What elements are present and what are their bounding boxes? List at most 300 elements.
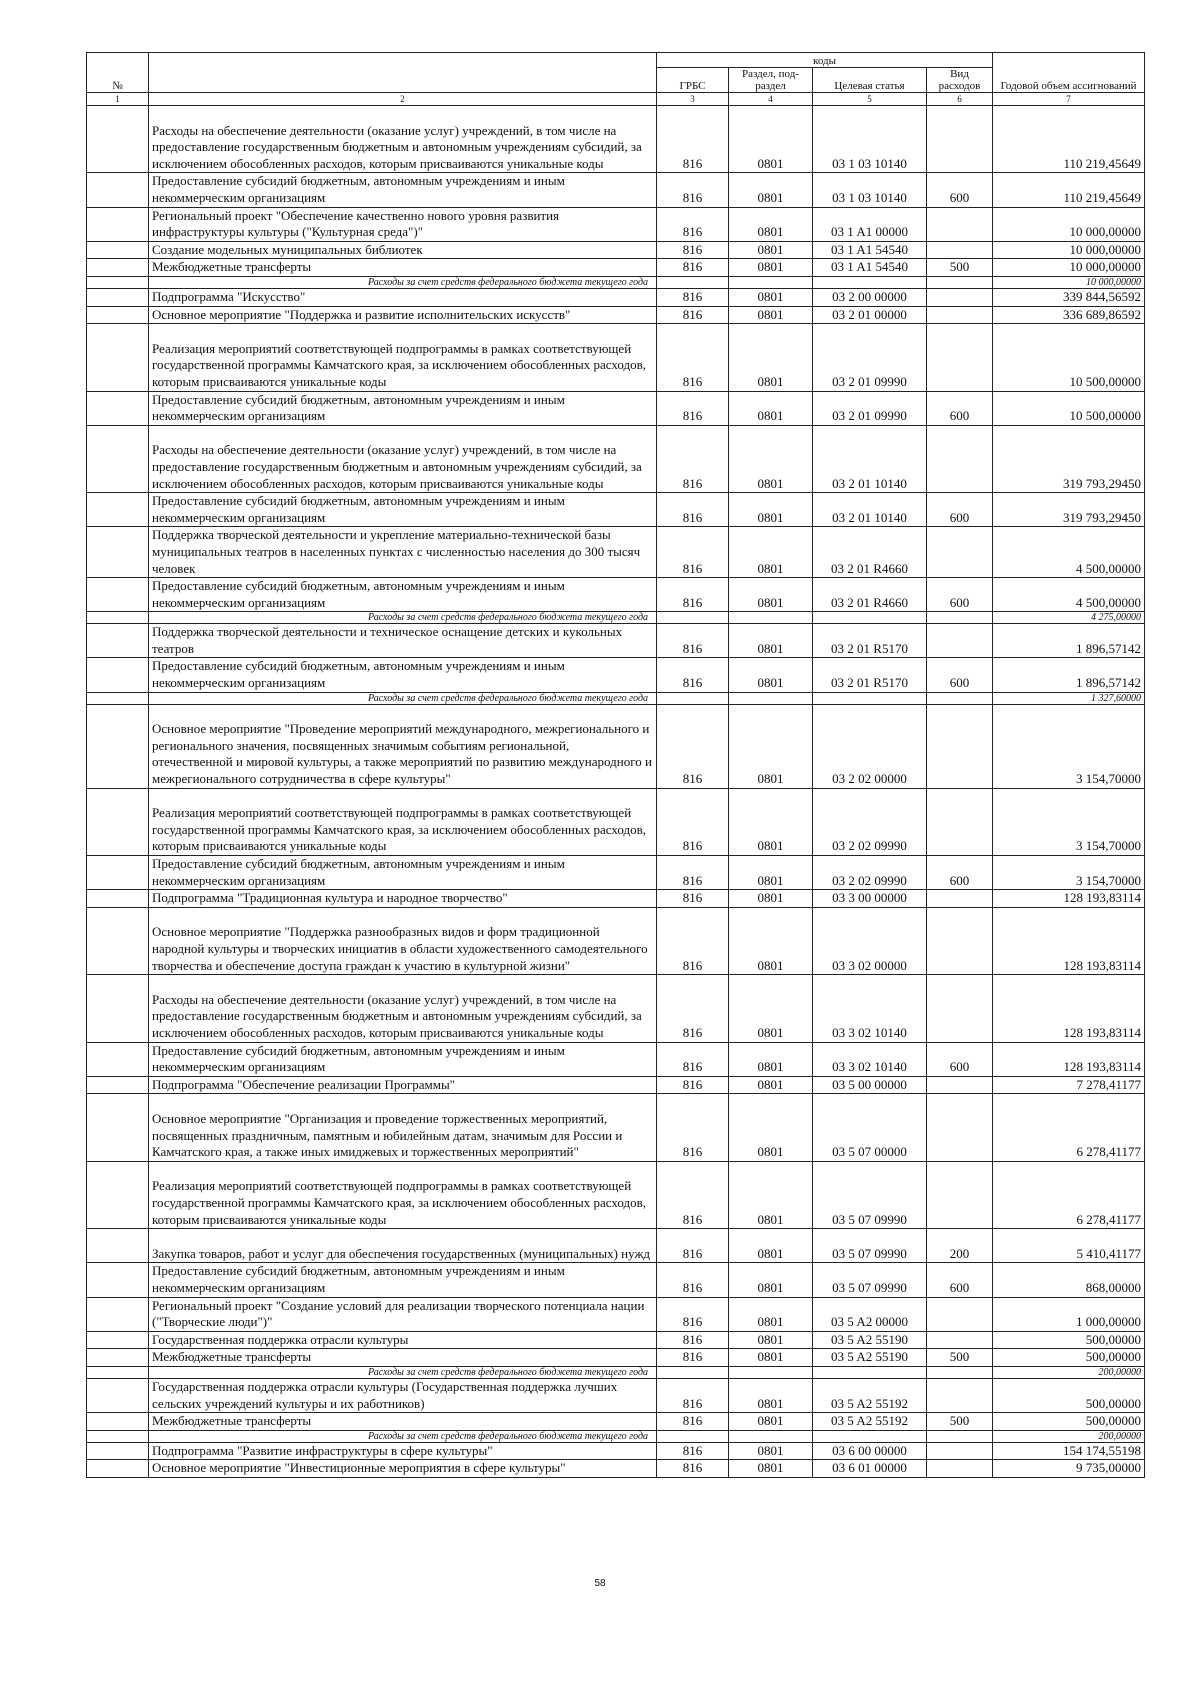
target-article-cell: 03 3 02 10140 xyxy=(813,1042,927,1076)
target-article-cell xyxy=(813,612,927,624)
expense-type-cell xyxy=(927,1442,993,1460)
expense-type-cell xyxy=(927,1366,993,1378)
row-number-cell xyxy=(87,907,149,974)
razdel-cell: 0801 xyxy=(729,856,813,890)
header-index: 2 xyxy=(149,93,657,106)
target-article-cell: 03 5 A2 55192 xyxy=(813,1413,927,1431)
expense-type-cell xyxy=(927,624,993,658)
expense-type-cell xyxy=(927,890,993,908)
row-number-cell xyxy=(87,324,149,391)
grbs-cell: 816 xyxy=(657,241,729,259)
table-row xyxy=(87,907,1145,974)
row-name-cell: Предоставление субсидий бюджетным, автономным учреждениям и иным некоммерческим организациям xyxy=(149,658,657,692)
header-index: 1 xyxy=(87,93,149,106)
row-name-cell: Основное мероприятие "Инвестиционные мероприятия в сфере культуры" xyxy=(149,1460,657,1478)
amount-cell: 319 793,29450 xyxy=(993,425,1145,492)
table-row xyxy=(87,1378,1145,1412)
razdel-cell: 0801 xyxy=(729,1331,813,1349)
amount-cell: 500,00000 xyxy=(993,1413,1145,1431)
amount-cell: 6 278,41177 xyxy=(993,1161,1145,1228)
row-name-cell: Предоставление субсидий бюджетным, автономным учреждениям и иным некоммерческим организациям xyxy=(149,1042,657,1076)
row-name-cell: Региональный проект "Создание условий для реализации творческого потенциала нации ("Творческие люди")" xyxy=(149,1297,657,1331)
row-name-cell: Предоставление субсидий бюджетным, автономным учреждениям и иным некоммерческим организациям xyxy=(149,856,657,890)
row-name-cell: Расходы за счет средств федерального бюджета текущего года xyxy=(149,276,657,288)
target-article-cell: 03 5 07 09990 xyxy=(813,1229,927,1263)
row-name-cell: Предоставление субсидий бюджетным, автономным учреждениям и иным некоммерческим организациям xyxy=(149,578,657,612)
row-name-cell: Предоставление субсидий бюджетным, автономным учреждениям и иным некоммерческим организациям xyxy=(149,493,657,527)
row-number-cell xyxy=(87,306,149,324)
razdel-cell: 0801 xyxy=(729,241,813,259)
amount-cell: 10 500,00000 xyxy=(993,324,1145,391)
target-article-cell: 03 2 00 00000 xyxy=(813,288,927,306)
razdel-cell: 0801 xyxy=(729,890,813,908)
razdel-cell xyxy=(729,276,813,288)
expense-type-cell: 600 xyxy=(927,578,993,612)
amount-cell: 500,00000 xyxy=(993,1331,1145,1349)
row-number-cell xyxy=(87,1042,149,1076)
row-name-cell: Расходы на обеспечение деятельности (оказание услуг) учреждений, в том числе на предоставление государственным бюджетным и автономным учреждениям субсидий, за исключением обособленных расходов, которым присваиваются уникальные коды xyxy=(149,975,657,1042)
target-article-cell: 03 2 02 00000 xyxy=(813,704,927,788)
target-article-cell: 03 5 07 00000 xyxy=(813,1094,927,1161)
razdel-cell: 0801 xyxy=(729,1161,813,1228)
row-name-cell: Подпрограмма "Обеспечение реализации Программы" xyxy=(149,1076,657,1094)
amount-cell: 319 793,29450 xyxy=(993,493,1145,527)
table-row xyxy=(87,975,1145,1042)
target-article-cell: 03 2 01 09990 xyxy=(813,391,927,425)
amount-cell: 3 154,70000 xyxy=(993,856,1145,890)
expense-type-cell xyxy=(927,1430,993,1442)
table-row xyxy=(87,1076,1145,1094)
target-article-cell: 03 1 03 10140 xyxy=(813,173,927,207)
razdel-cell: 0801 xyxy=(729,658,813,692)
grbs-cell: 816 xyxy=(657,288,729,306)
target-article-cell: 03 2 01 R5170 xyxy=(813,624,927,658)
row-name-cell: Поддержка творческой деятельности и техническое оснащение детских и кукольных театров xyxy=(149,624,657,658)
expense-type-cell xyxy=(927,1094,993,1161)
row-number-cell xyxy=(87,624,149,658)
razdel-cell: 0801 xyxy=(729,306,813,324)
amount-cell: 110 219,45649 xyxy=(993,173,1145,207)
row-name-cell: Поддержка творческой деятельности и укрепление материально-технической базы муниципальных театров в населенных пунктах с численностью населения до 300 тысяч человек xyxy=(149,527,657,578)
table-row xyxy=(87,493,1145,527)
amount-cell: 1 000,00000 xyxy=(993,1297,1145,1331)
row-number-cell xyxy=(87,173,149,207)
target-article-cell: 03 3 02 10140 xyxy=(813,975,927,1042)
razdel-cell: 0801 xyxy=(729,975,813,1042)
expense-type-cell xyxy=(927,324,993,391)
table-row xyxy=(87,306,1145,324)
header-razdel: Раздел, под-раздел xyxy=(729,68,813,93)
table-body xyxy=(87,106,1145,1478)
expense-type-cell xyxy=(927,788,993,855)
expense-type-cell xyxy=(927,975,993,1042)
amount-cell: 128 193,83114 xyxy=(993,1042,1145,1076)
razdel-cell xyxy=(729,692,813,704)
table-row xyxy=(87,658,1145,692)
table-row xyxy=(87,1413,1145,1431)
grbs-cell: 816 xyxy=(657,788,729,855)
razdel-cell: 0801 xyxy=(729,1442,813,1460)
amount-cell: 128 193,83114 xyxy=(993,890,1145,908)
expense-type-cell xyxy=(927,425,993,492)
grbs-cell: 816 xyxy=(657,1161,729,1228)
budget-table xyxy=(86,52,1145,1478)
row-number-cell xyxy=(87,658,149,692)
target-article-cell: 03 2 01 00000 xyxy=(813,306,927,324)
razdel-cell: 0801 xyxy=(729,493,813,527)
table-row xyxy=(87,1331,1145,1349)
row-name-cell: Межбюджетные трансферты xyxy=(149,1349,657,1367)
table-row xyxy=(87,1094,1145,1161)
table-row xyxy=(87,241,1145,259)
grbs-cell: 816 xyxy=(657,391,729,425)
target-article-cell: 03 5 07 09990 xyxy=(813,1263,927,1297)
amount-cell: 10 500,00000 xyxy=(993,391,1145,425)
header-sum: Годовой объем ассигнований xyxy=(993,53,1145,93)
grbs-cell: 816 xyxy=(657,658,729,692)
target-article-cell xyxy=(813,1366,927,1378)
header-index: 5 xyxy=(813,93,927,106)
grbs-cell xyxy=(657,612,729,624)
razdel-cell: 0801 xyxy=(729,527,813,578)
header-name xyxy=(149,53,657,93)
expense-type-cell: 600 xyxy=(927,1263,993,1297)
amount-cell: 500,00000 xyxy=(993,1349,1145,1367)
amount-cell: 4 500,00000 xyxy=(993,578,1145,612)
target-article-cell: 03 2 01 R4660 xyxy=(813,527,927,578)
row-name-cell: Реализация мероприятий соответствующей подпрограммы в рамках соответствующей государственной программы Камчатского края, за исключением обособленных расходов, которым присваиваются уникальные коды xyxy=(149,1161,657,1228)
row-name-cell: Подпрограмма "Развитие инфраструктуры в сфере культуры" xyxy=(149,1442,657,1460)
federal-subtotal-row xyxy=(87,1366,1145,1378)
row-number-cell xyxy=(87,890,149,908)
target-article-cell: 03 6 00 00000 xyxy=(813,1442,927,1460)
row-number-cell xyxy=(87,856,149,890)
expense-type-cell xyxy=(927,704,993,788)
table-row xyxy=(87,173,1145,207)
row-name-cell: Государственная поддержка отрасли культуры xyxy=(149,1331,657,1349)
row-number-cell xyxy=(87,1460,149,1478)
target-article-cell: 03 2 01 R4660 xyxy=(813,578,927,612)
grbs-cell: 816 xyxy=(657,578,729,612)
target-article-cell: 03 6 01 00000 xyxy=(813,1460,927,1478)
expense-type-cell xyxy=(927,1161,993,1228)
table-row xyxy=(87,1161,1145,1228)
grbs-cell: 816 xyxy=(657,1094,729,1161)
row-name-cell: Подпрограмма "Искусство" xyxy=(149,288,657,306)
grbs-cell: 816 xyxy=(657,207,729,241)
row-number-cell xyxy=(87,1297,149,1331)
expense-type-cell xyxy=(927,692,993,704)
razdel-cell: 0801 xyxy=(729,907,813,974)
row-name-cell: Расходы за счет средств федерального бюджета текущего года xyxy=(149,1430,657,1442)
table-row xyxy=(87,324,1145,391)
row-number-cell xyxy=(87,1076,149,1094)
grbs-cell: 816 xyxy=(657,259,729,277)
target-article-cell: 03 1 A1 00000 xyxy=(813,207,927,241)
header-cs: Целевая статья xyxy=(813,68,927,93)
row-number-cell xyxy=(87,692,149,704)
row-name-cell: Региональный проект "Обеспечение качественно нового уровня развития инфраструктуры культуры ("Культурная среда")" xyxy=(149,207,657,241)
grbs-cell: 816 xyxy=(657,624,729,658)
row-name-cell: Основное мероприятие "Поддержка разнообразных видов и форм традиционной народной культуры и творческих инициатив в области художественного самодеятельного творчества и обеспечение доступа граждан к участию в культурной жизни" xyxy=(149,907,657,974)
amount-cell: 10 000,00000 xyxy=(993,241,1145,259)
grbs-cell: 816 xyxy=(657,425,729,492)
budget-sheet xyxy=(86,52,1144,1478)
grbs-cell xyxy=(657,692,729,704)
target-article-cell xyxy=(813,276,927,288)
row-number-cell xyxy=(87,207,149,241)
table-row xyxy=(87,1263,1145,1297)
amount-cell: 6 278,41177 xyxy=(993,1094,1145,1161)
razdel-cell xyxy=(729,1366,813,1378)
row-name-cell: Закупка товаров, работ и услуг для обеспечения государственных (муниципальных) нужд xyxy=(149,1229,657,1263)
razdel-cell: 0801 xyxy=(729,207,813,241)
row-name-cell: Предоставление субсидий бюджетным, автономным учреждениям и иным некоммерческим организациям xyxy=(149,173,657,207)
row-number-cell xyxy=(87,527,149,578)
federal-subtotal-row xyxy=(87,692,1145,704)
expense-type-cell xyxy=(927,106,993,173)
header-grbs: ГРБС xyxy=(657,68,729,93)
razdel-cell: 0801 xyxy=(729,1349,813,1367)
razdel-cell: 0801 xyxy=(729,578,813,612)
row-number-cell xyxy=(87,106,149,173)
table-row xyxy=(87,106,1145,173)
row-number-cell xyxy=(87,276,149,288)
header-vr: Вид расходов xyxy=(927,68,993,93)
razdel-cell: 0801 xyxy=(729,391,813,425)
grbs-cell: 816 xyxy=(657,493,729,527)
row-name-cell: Реализация мероприятий соответствующей подпрограммы в рамках соответствующей государственной программы Камчатского края, за исключением обособленных расходов, которым присваиваются уникальные коды xyxy=(149,324,657,391)
amount-cell: 10 000,00000 xyxy=(993,207,1145,241)
amount-cell: 10 000,00000 xyxy=(993,259,1145,277)
grbs-cell: 816 xyxy=(657,324,729,391)
federal-subtotal-row xyxy=(87,612,1145,624)
target-article-cell xyxy=(813,692,927,704)
amount-cell: 154 174,55198 xyxy=(993,1442,1145,1460)
table-row xyxy=(87,259,1145,277)
expense-type-cell xyxy=(927,1297,993,1331)
target-article-cell: 03 5 07 09990 xyxy=(813,1161,927,1228)
amount-cell: 1 896,57142 xyxy=(993,624,1145,658)
grbs-cell: 816 xyxy=(657,1349,729,1367)
target-article-cell: 03 1 A1 54540 xyxy=(813,241,927,259)
grbs-cell: 816 xyxy=(657,1297,729,1331)
target-article-cell: 03 2 01 09990 xyxy=(813,324,927,391)
row-number-cell xyxy=(87,788,149,855)
amount-cell: 5 410,41177 xyxy=(993,1229,1145,1263)
table-row xyxy=(87,1349,1145,1367)
razdel-cell: 0801 xyxy=(729,106,813,173)
amount-cell: 3 154,70000 xyxy=(993,704,1145,788)
expense-type-cell xyxy=(927,306,993,324)
row-number-cell xyxy=(87,425,149,492)
row-number-cell xyxy=(87,612,149,624)
row-number-cell xyxy=(87,1094,149,1161)
razdel-cell: 0801 xyxy=(729,259,813,277)
amount-cell: 128 193,83114 xyxy=(993,975,1145,1042)
expense-type-cell xyxy=(927,1331,993,1349)
header-index: 6 xyxy=(927,93,993,106)
row-number-cell xyxy=(87,1430,149,1442)
target-article-cell: 03 3 02 00000 xyxy=(813,907,927,974)
grbs-cell: 816 xyxy=(657,1378,729,1412)
amount-cell: 4 500,00000 xyxy=(993,527,1145,578)
grbs-cell: 816 xyxy=(657,106,729,173)
table-row xyxy=(87,578,1145,612)
amount-cell: 500,00000 xyxy=(993,1378,1145,1412)
target-article-cell: 03 2 01 10140 xyxy=(813,493,927,527)
table-row xyxy=(87,1460,1145,1478)
razdel-cell: 0801 xyxy=(729,788,813,855)
target-article-cell: 03 2 02 09990 xyxy=(813,856,927,890)
row-number-cell xyxy=(87,288,149,306)
expense-type-cell xyxy=(927,1076,993,1094)
row-name-cell: Реализация мероприятий соответствующей подпрограммы в рамках соответствующей государственной программы Камчатского края, за исключением обособленных расходов, которым присваиваются уникальные коды xyxy=(149,788,657,855)
header-index: 4 xyxy=(729,93,813,106)
row-number-cell xyxy=(87,704,149,788)
row-number-cell xyxy=(87,1161,149,1228)
razdel-cell: 0801 xyxy=(729,1297,813,1331)
row-name-cell: Основное мероприятие "Поддержка и развитие исполнительских искусств" xyxy=(149,306,657,324)
amount-cell: 9 735,00000 xyxy=(993,1460,1145,1478)
row-number-cell xyxy=(87,975,149,1042)
expense-type-cell xyxy=(927,907,993,974)
row-name-cell: Основное мероприятие "Организация и проведение торжественных мероприятий, посвященных праздничным, памятным и юбилейным датам, значимым для России и Камчатского края, а также иных имиджевых и торжественных мероприятий" xyxy=(149,1094,657,1161)
grbs-cell: 816 xyxy=(657,1263,729,1297)
row-number-cell xyxy=(87,259,149,277)
expense-type-cell: 500 xyxy=(927,1413,993,1431)
amount-cell: 336 689,86592 xyxy=(993,306,1145,324)
table-row xyxy=(87,788,1145,855)
grbs-cell: 816 xyxy=(657,856,729,890)
grbs-cell: 816 xyxy=(657,890,729,908)
row-number-cell xyxy=(87,578,149,612)
row-number-cell xyxy=(87,493,149,527)
razdel-cell: 0801 xyxy=(729,1413,813,1431)
target-article-cell: 03 5 A2 55190 xyxy=(813,1349,927,1367)
grbs-cell: 816 xyxy=(657,1460,729,1478)
expense-type-cell xyxy=(927,241,993,259)
table-row xyxy=(87,1229,1145,1263)
amount-cell: 7 278,41177 xyxy=(993,1076,1145,1094)
header-num: № xyxy=(87,53,149,93)
grbs-cell: 816 xyxy=(657,975,729,1042)
expense-type-cell: 200 xyxy=(927,1229,993,1263)
expense-type-cell xyxy=(927,276,993,288)
table-row xyxy=(87,624,1145,658)
row-name-cell: Межбюджетные трансферты xyxy=(149,1413,657,1431)
expense-type-cell xyxy=(927,1460,993,1478)
row-name-cell: Расходы за счет средств федерального бюджета текущего года xyxy=(149,692,657,704)
target-article-cell: 03 2 02 09990 xyxy=(813,788,927,855)
table-row xyxy=(87,856,1145,890)
expense-type-cell xyxy=(927,288,993,306)
expense-type-cell: 600 xyxy=(927,493,993,527)
header-codes: коды xyxy=(657,53,993,68)
expense-type-cell xyxy=(927,207,993,241)
expense-type-cell: 600 xyxy=(927,856,993,890)
grbs-cell xyxy=(657,276,729,288)
razdel-cell: 0801 xyxy=(729,1076,813,1094)
table-row xyxy=(87,527,1145,578)
razdel-cell xyxy=(729,1430,813,1442)
razdel-cell xyxy=(729,612,813,624)
razdel-cell: 0801 xyxy=(729,1378,813,1412)
expense-type-cell: 600 xyxy=(927,173,993,207)
row-number-cell xyxy=(87,1349,149,1367)
target-article-cell: 03 5 A2 00000 xyxy=(813,1297,927,1331)
grbs-cell: 816 xyxy=(657,1042,729,1076)
row-name-cell: Основное мероприятие "Проведение мероприятий международного, межрегионального и регионального значения, посвященных значимым событиям региональной, отечественной и мировой культуры, а также мероприятий по развитию международного и межрегионального сотрудничества в сфере культуры" xyxy=(149,704,657,788)
razdel-cell: 0801 xyxy=(729,624,813,658)
target-article-cell: 03 2 01 R5170 xyxy=(813,658,927,692)
expense-type-cell: 600 xyxy=(927,658,993,692)
razdel-cell: 0801 xyxy=(729,1263,813,1297)
header-index: 3 xyxy=(657,93,729,106)
row-name-cell: Расходы на обеспечение деятельности (оказание услуг) учреждений, в том числе на предоставление государственным бюджетным и автономным учреждениям субсидий, за исключением обособленных расходов, которым присваиваются уникальные коды xyxy=(149,425,657,492)
row-number-cell xyxy=(87,391,149,425)
grbs-cell: 816 xyxy=(657,173,729,207)
row-name-cell: Расходы на обеспечение деятельности (оказание услуг) учреждений, в том числе на предоставление государственным бюджетным и автономным учреждениям субсидий, за исключением обособленных расходов, которым присваиваются уникальные коды xyxy=(149,106,657,173)
amount-cell: 339 844,56592 xyxy=(993,288,1145,306)
amount-cell: 3 154,70000 xyxy=(993,788,1145,855)
razdel-cell: 0801 xyxy=(729,324,813,391)
target-article-cell: 03 2 01 10140 xyxy=(813,425,927,492)
target-article-cell: 03 5 00 00000 xyxy=(813,1076,927,1094)
row-number-cell xyxy=(87,1413,149,1431)
expense-type-cell xyxy=(927,527,993,578)
grbs-cell: 816 xyxy=(657,1442,729,1460)
row-name-cell: Государственная поддержка отрасли культуры (Государственная поддержка лучших сельских учреждений культуры и их работников) xyxy=(149,1378,657,1412)
target-article-cell xyxy=(813,1430,927,1442)
razdel-cell: 0801 xyxy=(729,1229,813,1263)
row-number-cell xyxy=(87,1331,149,1349)
amount-cell: 1 327,60000 xyxy=(993,692,1145,704)
expense-type-cell: 500 xyxy=(927,259,993,277)
grbs-cell xyxy=(657,1366,729,1378)
grbs-cell: 816 xyxy=(657,1331,729,1349)
expense-type-cell: 600 xyxy=(927,391,993,425)
razdel-cell: 0801 xyxy=(729,173,813,207)
grbs-cell: 816 xyxy=(657,1076,729,1094)
amount-cell: 10 000,00000 xyxy=(993,276,1145,288)
table-row xyxy=(87,288,1145,306)
target-article-cell: 03 3 00 00000 xyxy=(813,890,927,908)
amount-cell: 4 275,00000 xyxy=(993,612,1145,624)
grbs-cell: 816 xyxy=(657,907,729,974)
federal-subtotal-row xyxy=(87,1430,1145,1442)
row-name-cell: Предоставление субсидий бюджетным, автономным учреждениям и иным некоммерческим организациям xyxy=(149,1263,657,1297)
header-index: 7 xyxy=(993,93,1145,106)
row-number-cell xyxy=(87,1366,149,1378)
expense-type-cell xyxy=(927,1378,993,1412)
row-name-cell: Расходы за счет средств федерального бюджета текущего года xyxy=(149,612,657,624)
row-number-cell xyxy=(87,1378,149,1412)
row-name-cell: Создание модельных муниципальных библиотек xyxy=(149,241,657,259)
row-number-cell xyxy=(87,1263,149,1297)
target-article-cell: 03 5 A2 55190 xyxy=(813,1331,927,1349)
grbs-cell: 816 xyxy=(657,704,729,788)
amount-cell: 128 193,83114 xyxy=(993,907,1145,974)
amount-cell: 200,00000 xyxy=(993,1366,1145,1378)
target-article-cell: 03 1 A1 54540 xyxy=(813,259,927,277)
row-number-cell xyxy=(87,1442,149,1460)
grbs-cell: 816 xyxy=(657,306,729,324)
table-row xyxy=(87,425,1145,492)
federal-subtotal-row xyxy=(87,276,1145,288)
razdel-cell: 0801 xyxy=(729,288,813,306)
row-name-cell: Предоставление субсидий бюджетным, автономным учреждениям и иным некоммерческим организациям xyxy=(149,391,657,425)
